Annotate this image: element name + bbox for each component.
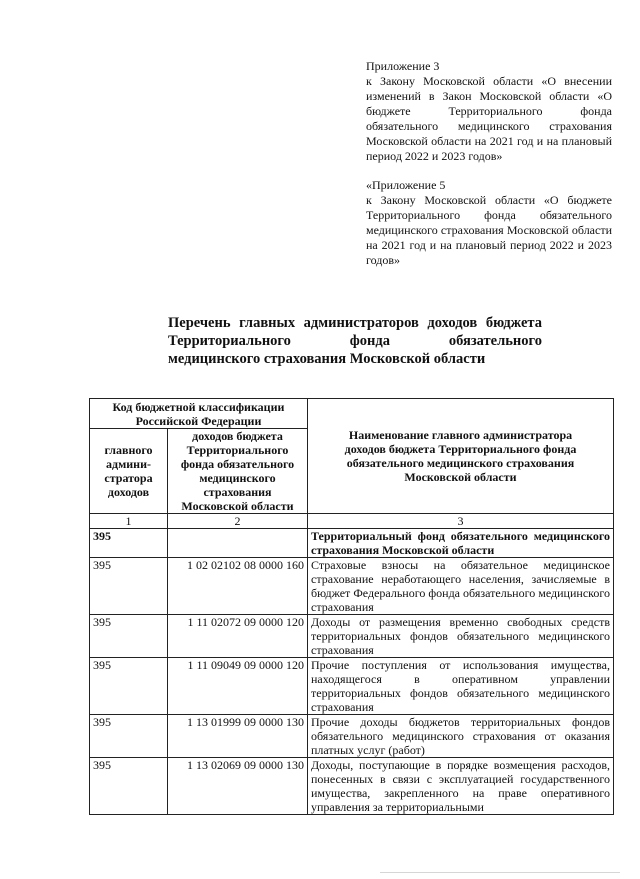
revenue-code-cell — [168, 529, 308, 558]
revenue-code-cell: 1 13 02069 09 0000 130 — [168, 758, 308, 815]
column-number: 2 — [168, 514, 308, 529]
document-title — [168, 314, 542, 368]
revenue-name-cell: Прочие доходы бюджетов территориальных фондов обязательного медицинского страхования от оказания платных услуг (работ) — [308, 715, 614, 758]
admin-code-cell: 395 — [90, 529, 168, 558]
appendix-5-title: «Приложение 5 — [366, 178, 446, 192]
document-title-line-2: медицинского страхования Московской области — [168, 351, 486, 367]
admin-code-cell: 395 — [90, 758, 168, 815]
header-chief-administrator: главного админи-стратора доходов — [90, 429, 168, 514]
column-numbers-row — [90, 514, 614, 529]
revenue-name-cell: Территориальный фонд обязательного медицинского страхования Московской области — [308, 529, 614, 558]
appendix-3-block — [366, 59, 612, 164]
header-administrator-name: Наименование главного администратора доходов бюджета Территориального фонда обязательного медицинского страхования Московской области — [308, 399, 614, 514]
table-row — [90, 558, 614, 615]
revenue-code-cell: 1 13 01999 09 0000 130 — [168, 715, 308, 758]
scan-footer-line — [380, 872, 620, 873]
table-row — [90, 615, 614, 658]
table-row — [90, 715, 614, 758]
revenue-code-cell: 1 02 02102 08 0000 160 — [168, 558, 308, 615]
column-number: 3 — [308, 514, 614, 529]
admin-code-cell: 395 — [90, 715, 168, 758]
appendix-3-text: к Закону Московской области «О внесении изменений в Закон Московской области «О бюджете Территориального фонда обязательного медицинского страхования Московской области на 2021 год и на плановый период 2022 и 2023 годов» — [366, 74, 612, 163]
table-row — [90, 758, 614, 815]
revenue-name-cell: Прочие поступления от использования имущества, находящегося в оперативном управлении территориальных фондов обязательного медицинского страхования — [308, 658, 614, 715]
column-number: 1 — [90, 514, 168, 529]
table-header-row — [90, 399, 614, 429]
table-row — [90, 658, 614, 715]
appendix-5-text: к Закону Московской области «О бюджете Территориального фонда обязательного медицинского страхования Московской области на 2021 год и на плановый период 2022 и 2023 годов» — [366, 193, 612, 267]
admin-code-cell: 395 — [90, 658, 168, 715]
admin-code-cell: 395 — [90, 615, 168, 658]
revenue-name-cell: Доходы от размещения временно свободных средств территориальных фондов обязательного медицинского страхования — [308, 615, 614, 658]
revenue-code-cell: 1 11 09049 09 0000 120 — [168, 658, 308, 715]
administrators-table — [89, 398, 614, 815]
revenue-code-cell: 1 11 02072 09 0000 120 — [168, 615, 308, 658]
revenue-name-cell: Страховые взносы на обязательное медицинское страхование неработающего населения, зачисляемые в бюджет Федерального фонда обязательного медицинского страхования — [308, 558, 614, 615]
table-row — [90, 529, 614, 558]
header-budget-revenue: доходов бюджета Территориального фонда обязательного медицинского страхования Московской области — [168, 429, 308, 514]
appendix-3-title: Приложение 3 — [366, 59, 440, 73]
header-classification-code: Код бюджетной классификации Российской Федерации — [90, 399, 308, 429]
admin-code-cell: 395 — [90, 558, 168, 615]
document-title-line-1: Перечень главных администраторов доходов бюджета Территориального фонда обязательного — [168, 315, 542, 349]
appendix-5-block — [366, 178, 612, 268]
revenue-name-cell: Доходы, поступающие в порядке возмещения расходов, понесенных в связи с эксплуатацией государственного имущества, закрепленного на праве оперативного управления за территориальными — [308, 758, 614, 815]
